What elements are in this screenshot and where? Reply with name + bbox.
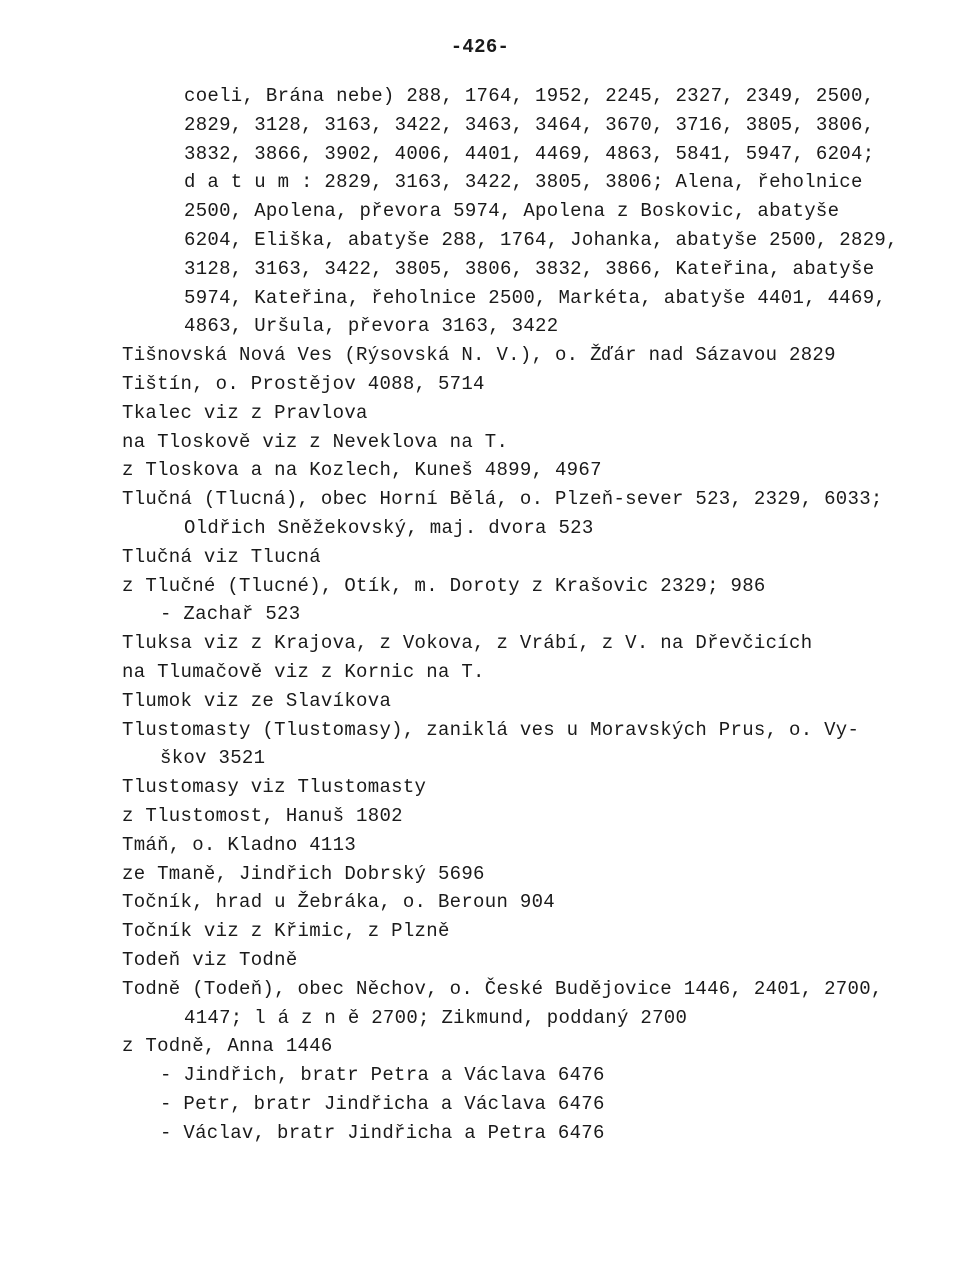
index-line: ze Tmaně, Jindřich Dobrský 5696: [122, 862, 485, 885]
index-line: Tmáň, o. Kladno 4113: [122, 833, 357, 856]
index-line: - Václav, bratr Jindřicha a Petra 6476: [160, 1121, 605, 1144]
index-line: 3832, 3866, 3902, 4006, 4401, 4469, 4863, 5841, 5947, 6204;: [184, 142, 875, 165]
index-line: 2829, 3128, 3163, 3422, 3463, 3464, 3670, 3716, 3805, 3806,: [184, 113, 875, 136]
index-line: Tišnovská Nová Ves (Rýsovská N. V.), o. Žďár nad Sázavou 2829: [122, 344, 836, 367]
index-line: Točník, hrad u Žebráka, o. Beroun 904: [122, 891, 555, 914]
index-line: coeli, Brána nebe) 288, 1764, 1952, 2245, 2327, 2349, 2500,: [184, 85, 875, 107]
index-line: Tlustomasy viz Tlustomasty: [122, 776, 427, 799]
index-line: z Tloskova a na Kozlech, Kuneš 4899, 4967: [122, 459, 602, 482]
index-line: z Tlučné (Tlucné), Otík, m. Doroty z Krašovic 2329; 986: [122, 574, 766, 597]
index-line: - Zachař 523: [160, 603, 301, 626]
index-line: Tlustomasty (Tlustomasy), zaniklá ves u Moravských Prus, o. Vy-: [122, 718, 860, 741]
index-line: Tluksa viz z Krajova, z Vokova, z Vrábí, z V. na Dřevčicích: [122, 632, 813, 655]
index-line: 2500, Apolena, převora 5974, Apolena z Boskovic, abatyše: [184, 200, 840, 223]
index-line: 4863, Uršula, převora 3163, 3422: [184, 315, 559, 338]
index-line: Tištín, o. Prostějov 4088, 5714: [122, 372, 485, 395]
index-line: na Tlumačově viz z Kornic na T.: [122, 660, 485, 683]
index-entries: [122, 82, 902, 1147]
index-line: Točník viz z Křimic, z Plzně: [122, 920, 450, 943]
index-line: Tlumok viz ze Slavíkova: [122, 689, 392, 712]
index-line: z Todně, Anna 1446: [122, 1035, 333, 1058]
index-line: d a t u m : 2829, 3163, 3422, 3805, 3806; Alena, řeholnice: [184, 171, 863, 194]
index-line: Tlučná (Tlucná), obec Horní Bělá, o. Plzeň-sever 523, 2329, 6033;: [122, 488, 883, 511]
index-line: - Petr, bratr Jindřicha a Václava 6476: [160, 1092, 605, 1115]
page-number: -426-: [450, 36, 510, 58]
index-line: 3128, 3163, 3422, 3805, 3806, 3832, 3866, Kateřina, abatyše: [184, 257, 875, 280]
index-line: 6204, Eliška, abatyše 288, 1764, Johanka, abatyše 2500, 2829,: [184, 228, 898, 251]
index-line: Tkalec viz z Pravlova: [122, 401, 368, 424]
index-line: 5974, Kateřina, řeholnice 2500, Markéta, abatyše 4401, 4469,: [184, 286, 887, 309]
index-line: Todeň viz Todně: [122, 948, 298, 971]
index-line: 4147; l á z n ě 2700; Zikmund, poddaný 2700: [184, 1006, 688, 1029]
index-line: z Tlustomost, Hanuš 1802: [122, 804, 403, 827]
index-line: škov 3521: [160, 747, 266, 770]
index-line: na Tloskově viz z Neveklova na T.: [122, 430, 509, 453]
index-line: Oldřich Sněžekovský, maj. dvora 523: [184, 516, 594, 539]
index-line: Todně (Todeň), obec Něchov, o. České Budějovice 1446, 2401, 2700,: [122, 977, 883, 1000]
index-line: - Jindřich, bratr Petra a Václava 6476: [160, 1064, 605, 1087]
index-line: Tlučná viz Tlucná: [122, 545, 321, 568]
